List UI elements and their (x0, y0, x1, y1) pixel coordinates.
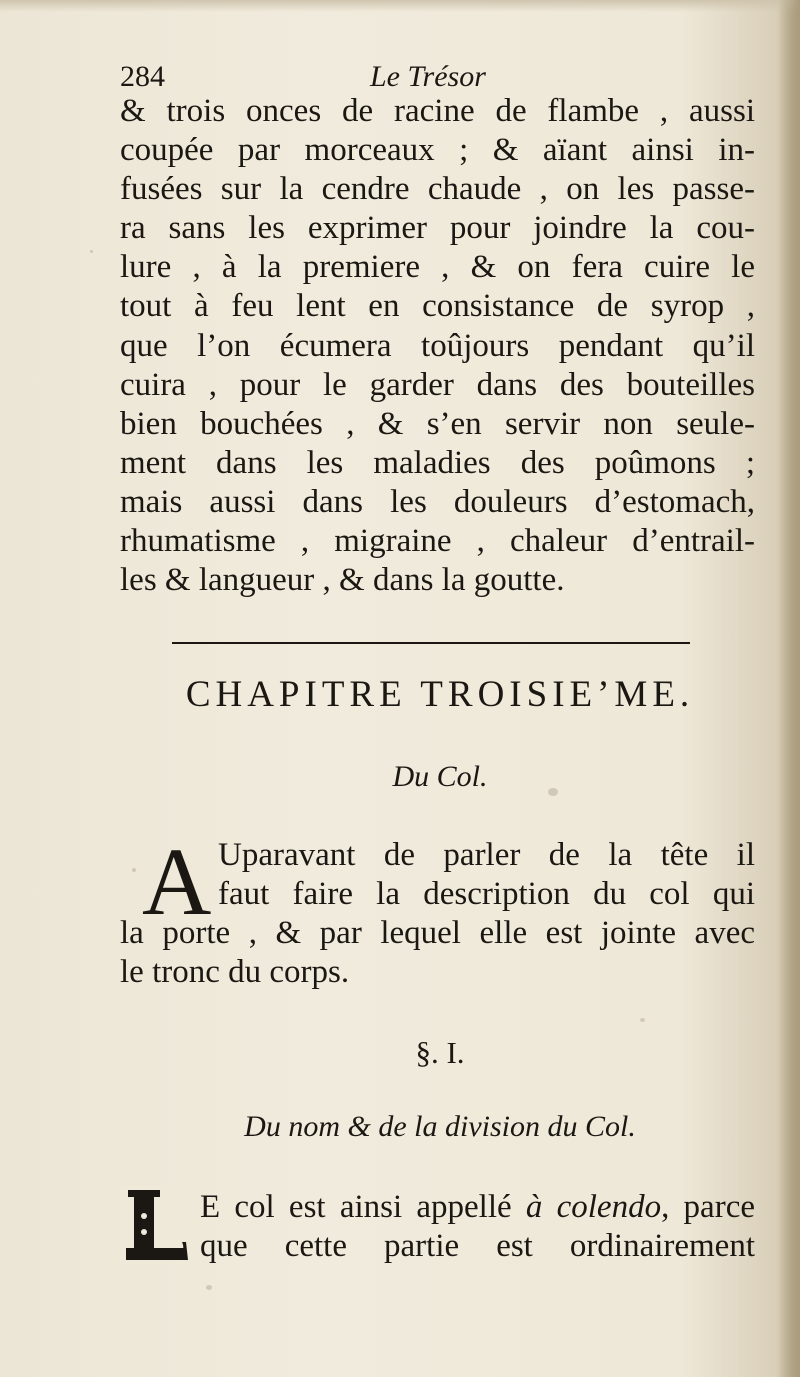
paragraph-3 (120, 1188, 755, 1266)
text-line: la porte , & par lequel elle est jointe avec (120, 915, 755, 952)
text-line: le tronc du corps. (120, 954, 350, 991)
text-line: coupée par morceaux ; & aïant ainsi in- (120, 132, 755, 169)
text-line: ra sans les exprimer pour joindre la cou- (120, 210, 755, 247)
paragraph-2 (120, 828, 755, 992)
running-title: Le Trésor (370, 60, 486, 93)
chapter-subtitle: Du Col. (392, 760, 488, 793)
text-line: ment dans les maladies des poûmons ; (120, 444, 755, 481)
text-line: que cette partie est ordinairement (200, 1228, 755, 1265)
section-title: Du nom & de la division du Col. (244, 1110, 636, 1143)
text-segment: , parce (661, 1189, 755, 1225)
text-line: bien bouchées , & s’en servir non seule- (120, 405, 755, 442)
text-line: lure , à la premiere , & on fera cuire le (120, 249, 755, 286)
text-line: mais aussi dans les douleurs d’estomach, (120, 483, 755, 520)
section-number: §. I. (415, 1035, 465, 1070)
text-segment: E col est ainsi appellé (200, 1189, 526, 1225)
drop-cap-l-ornament (120, 1186, 190, 1264)
paragraph-1 (120, 92, 755, 600)
chapter-title: CHAPITRE TROISIE’ME. (185, 674, 695, 715)
chapter-divider-rule (172, 642, 690, 644)
text-line: les & langueur , & dans la goutte. (120, 562, 565, 599)
text-line: faut faire la description du col qui (218, 876, 755, 913)
text-line: tout à feu lent en consistance de syrop , (120, 288, 755, 325)
latin-phrase: à colendo (525, 1189, 662, 1225)
text-line: fusées sur la cendre chaude , on les passe- (120, 171, 755, 208)
page-number: 284 (120, 60, 165, 93)
text-line: que l’on écumera toûjours pendant qu’il (120, 327, 755, 364)
page-gutter-shadow (778, 0, 800, 1377)
drop-cap-a: A (142, 828, 212, 935)
page-top-shadow (0, 0, 800, 12)
text-line (200, 1188, 755, 1227)
text-line: rhumatisme , migraine , chaleur d’entrail- (120, 523, 755, 560)
text-line: cuira , pour le garder dans des bouteilles (120, 366, 755, 403)
text-line: & trois onces de racine de flambe , aussi (120, 93, 755, 129)
text-line: Uparavant de parler de la tête il (218, 837, 755, 873)
